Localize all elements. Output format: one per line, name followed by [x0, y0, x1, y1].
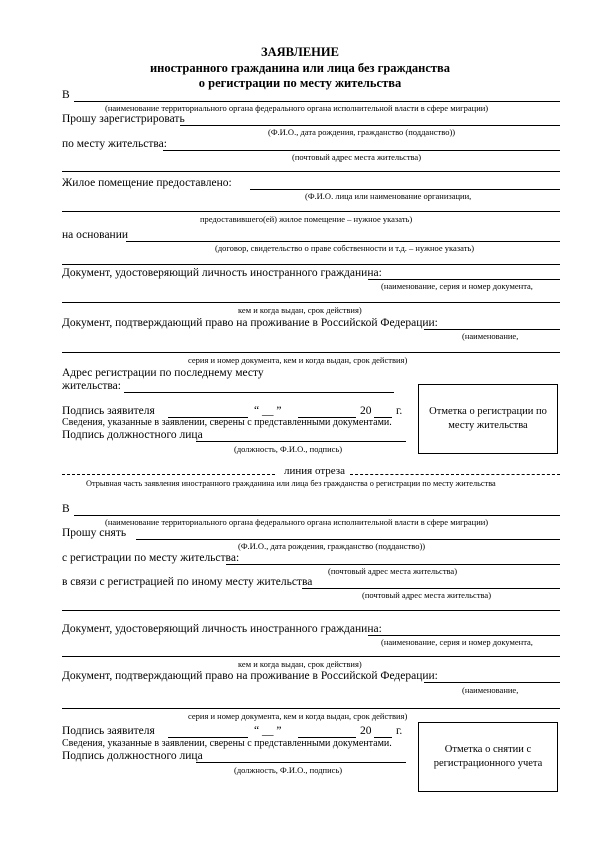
form-subtitle-2: о регистрации по месту жительства [198, 76, 402, 90]
from-address-caption: (почтовый адрес места жительства) [328, 566, 458, 576]
date-day-field[interactable]: “ __ ” [254, 405, 282, 417]
identity-field-2[interactable] [62, 302, 560, 303]
identity-caption-1: (наименование, серия и номер документа, [381, 281, 533, 291]
reason-label: в связи с регистрацией по иному месту жительства [62, 576, 313, 588]
basis-field-2[interactable] [62, 264, 560, 265]
identity-caption-4: кем и когда выдан, срок действия) [238, 659, 362, 669]
verified-note-2: Сведения, указанные в заявлении, сверены с представленными документами. [62, 738, 392, 749]
detach-caption: Отрывная часть заявления иностранного гражданина или лица без гражданства о регистрации по месту жительства [86, 479, 496, 488]
applicant-signature-label-2: Подпись заявителя [62, 725, 155, 737]
date-day-field-2[interactable]: “ __ ” [254, 725, 282, 737]
residence-label: по месту жительства: [62, 138, 167, 150]
housing-field[interactable] [250, 189, 560, 190]
residence-right-field-2[interactable] [62, 352, 560, 353]
registration-stamp-text: Отметка о регистрации по месту жительства [429, 405, 547, 431]
residence-field-2[interactable] [62, 171, 560, 172]
identity-field[interactable] [368, 279, 560, 280]
cut-line-right [350, 474, 560, 475]
residence-right-caption-4: серия и номер документа, кем и когда выдан, срок действия) [188, 711, 408, 721]
residence-caption: (почтовый адрес места жительства) [292, 152, 422, 162]
housing-label: Жилое помещение предоставлено: [62, 177, 232, 189]
residence-field[interactable] [163, 150, 560, 151]
authority-caption-2: (наименование территориального органа федерального органа исполнительной власти в сфере миграции) [105, 517, 489, 527]
residence-right-field[interactable] [424, 329, 560, 330]
residence-right-caption-1: (наименование, [462, 331, 519, 341]
residence-right-caption-2: серия и номер документа, кем и когда выдан, срок действия) [188, 355, 408, 365]
applicant-signature-label: Подпись заявителя [62, 405, 155, 417]
from-address-field[interactable] [226, 564, 560, 565]
prev-address-field[interactable] [124, 392, 394, 393]
residence-right-label: Документ, подтверждающий право на проживание в Российской Федерации: [62, 317, 438, 329]
basis-field[interactable] [126, 241, 560, 242]
date-year-label-2: 20 [360, 725, 372, 737]
authority-label: В [62, 89, 70, 101]
deregister-label: Прошу снять [62, 527, 127, 539]
residence-right-field-4[interactable] [62, 708, 560, 709]
form-subtitle: иностранного гражданина или лица без гражданства [149, 61, 451, 75]
register-caption: (Ф.И.О., дата рождения, гражданство (подданство)) [268, 127, 456, 137]
deregister-caption: (Ф.И.О., дата рождения, гражданство (подданство)) [238, 541, 426, 551]
housing-field-2[interactable] [62, 211, 560, 212]
form-title: ЗАЯВЛЕНИЕ [261, 45, 339, 59]
from-address-label: с регистрации по месту жительства: [62, 552, 240, 564]
register-label: Прошу зарегистрировать [62, 113, 185, 125]
cut-line-left [62, 474, 275, 475]
authority-field-2[interactable] [74, 515, 560, 516]
identity-label-2: Документ, удостоверяющий личность иностранного гражданина: [62, 623, 382, 635]
reason-caption: (почтовый адрес места жительства) [362, 590, 492, 600]
prev-address-label-2: жительства: [62, 380, 121, 392]
residence-right-label-2: Документ, подтверждающий право на проживание в Российской Федерации: [62, 670, 438, 682]
residence-right-field-3[interactable] [424, 682, 560, 683]
reason-field[interactable] [302, 588, 560, 589]
authority-label-2: В [62, 503, 70, 515]
verified-note: Сведения, указанные в заявлении, сверены с представленными документами. [62, 417, 392, 428]
register-field[interactable] [180, 125, 560, 126]
identity-field-4[interactable] [62, 656, 560, 657]
identity-caption-3: (наименование, серия и номер документа, [381, 637, 533, 647]
cut-line-label: линия отреза [284, 465, 345, 477]
registration-stamp-box [418, 384, 558, 454]
official-caption-2: (должность, Ф.И.О., подпись) [234, 765, 343, 775]
official-signature-label: Подпись должностного лица [62, 429, 203, 441]
housing-caption-2: предоставившего(ей) жилое помещение – нужное указать) [200, 214, 413, 224]
basis-label: на основании [62, 229, 129, 241]
deregister-field[interactable] [136, 539, 560, 540]
residence-right-caption-3: (наименование, [462, 685, 519, 695]
official-signature-field[interactable] [196, 441, 406, 442]
housing-caption-1: (Ф.И.О. лица или наименование организации, [305, 191, 472, 201]
reason-field-2[interactable] [62, 610, 560, 611]
prev-address-label: Адрес регистрации по последнему месту [62, 367, 264, 379]
official-signature-label-2: Подпись должностного лица [62, 750, 203, 762]
identity-caption-2: кем и когда выдан, срок действия) [238, 305, 362, 315]
identity-label: Документ, удостоверяющий личность иностранного гражданина: [62, 267, 382, 279]
date-year-suffix: г. [396, 405, 403, 417]
basis-caption: (договор, свидетельство о праве собственности и т.д. – нужное указать) [215, 243, 475, 253]
date-year-label: 20 [360, 405, 372, 417]
authority-caption: (наименование территориального органа федерального органа исполнительной власти в сфере миграции) [105, 103, 489, 113]
authority-field[interactable] [74, 101, 560, 102]
deregistration-stamp-box [418, 722, 558, 792]
deregistration-stamp-text: Отметка о снятии с регистрационного учета [433, 743, 543, 769]
identity-field-3[interactable] [368, 635, 560, 636]
official-caption: (должность, Ф.И.О., подпись) [234, 444, 343, 454]
date-year-suffix-2: г. [396, 725, 403, 737]
official-signature-field-2[interactable] [196, 762, 406, 763]
